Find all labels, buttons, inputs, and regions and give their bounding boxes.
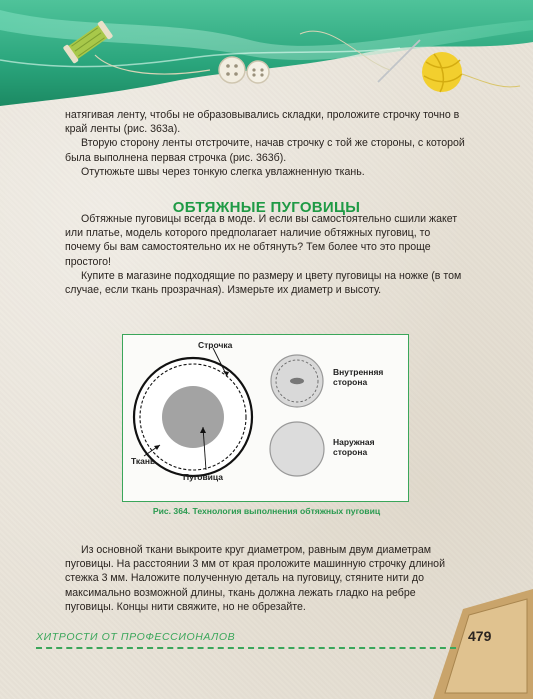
label-stitch: Строчка [198, 340, 233, 350]
figure-caption: Рис. 364. Технология выполнения обтяжных пуговиц [152, 506, 381, 516]
text-block-main [65, 212, 465, 297]
footer-title: ХИТРОСТИ ОТ ПРОФЕССИОНАЛОВ [36, 631, 236, 643]
button-circle [162, 386, 224, 448]
paragraph: Купите в магазине подходящие по размеру и цвету пуговицы на ножке (в том случае, если ткань прозрачная). Измерьте их диаметр и высоту. [65, 269, 462, 297]
paragraph: Вторую сторону ленты отстрочите, начав строчку с той же стороны, с которой была выполнена первая строчка (рис. 363б). [65, 137, 465, 164]
outer-side-button [270, 422, 324, 476]
label-outer-side: Наружная сторона [333, 437, 375, 457]
figure-364 [122, 334, 409, 502]
top-decoration [0, 0, 533, 110]
figure-diagram [123, 335, 408, 501]
text-block-instructions [65, 543, 465, 614]
text-block-intro [65, 108, 465, 179]
paragraph: Обтяжные пуговицы всегда в моде. И если вы самостоятельно сшили жакет или платье, модель которого предполагает наличие обтяжных пуговиц, то почему бы вам самостоятельно их не обтянуть? Тем более что это проще простого! [65, 213, 458, 268]
footer-divider [36, 647, 456, 649]
label-fabric: Ткань [131, 456, 156, 466]
label-button: Пуговица [183, 472, 223, 482]
paragraph: Отутюжьте швы через тонкую слегка увлажненную ткань. [81, 165, 365, 178]
paragraph: Из основной ткани выкроите круг диаметром, равным двум диаметрам пуговицы. На расстоянии 3 мм от края проложите машинную строчку длиной стежка 3 мм. Наложите полученную деталь на пуговицу, стяните нити до максимально возможной длины, ткань должна лежать гладко на ребре пуговицы. Концы нити свяжите, но не обрезайте. [65, 544, 445, 613]
section-heading: ОБТЯЖНЫЕ ПУГОВИЦЫ [172, 199, 361, 216]
yarn-ball-icon [422, 52, 520, 92]
label-inner-side: Внутренняя сторона [333, 367, 384, 387]
paragraph: натягивая ленту, чтобы не образовывались складки, проложите строчку точно в край ленты (рис. 363а). [65, 109, 460, 136]
page-number: 479 [468, 628, 492, 644]
